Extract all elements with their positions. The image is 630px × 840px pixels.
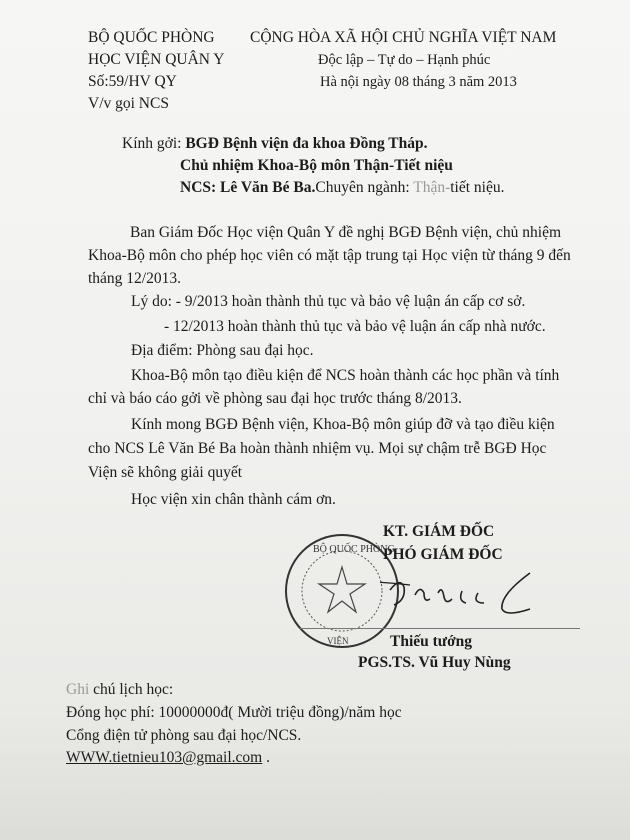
candidate-name: NCS: Lê Văn Bé Ba. [180, 179, 316, 196]
institution-name: HỌC VIỆN QUÂN Y [88, 51, 225, 68]
document-date: Hà nội ngày 08 tháng 3 năm 2013 [320, 74, 517, 90]
reason-2: - 12/2013 hoàn thành thủ tục và bảo vệ luận án cấp nhà nước. [164, 318, 546, 335]
paragraph-2-line: Khoa-Bộ môn tạo điều kiện để NCS hoàn thành các học phần và tính [131, 367, 560, 384]
recipient-prefix: Kính gởi: [122, 135, 186, 152]
paragraph-1-line: Khoa-Bộ môn cho phép học viên có mặt tập trung tại Học viện từ tháng 9 đến [88, 247, 571, 264]
paragraph-3-line: Viện sẽ không giải quyết [88, 464, 243, 481]
paragraph-1-line: Ban Giám Đốc Học viện Quân Y đề nghị BGĐ Bệnh viện, chủ nhiệm [130, 224, 562, 241]
specialty-part: Thận- [413, 179, 451, 196]
email-link[interactable]: WWW.tietnieu103@gmail.com [66, 749, 263, 766]
notes-title-text: chú lịch học: [93, 681, 174, 698]
email-line [66, 748, 270, 768]
signer-rank: Thiếu tướng [390, 633, 473, 650]
recipient-line-1 [122, 134, 428, 154]
notes-title-faint: Ghi [66, 681, 94, 698]
recipient-hospital: BGĐ Bệnh viện đa khoa Đồng Tháp. [185, 135, 428, 152]
paragraph-3-line: cho NCS Lê Văn Bé Ba hoàn thành nhiệm vụ. Mọi sự chậm trễ BGĐ Học [88, 440, 547, 457]
portal-note: Cổng điện tử phòng sau đại học/NCS. [66, 727, 302, 744]
specialty-label: Chuyên ngành: [315, 179, 414, 196]
svg-text:BỘ QUỐC PHÒNG: BỘ QUỐC PHÒNG [313, 544, 395, 555]
ministry-name: BỘ QUỐC PHÒNG [88, 29, 215, 46]
tuition-fee: Đóng học phí: 10000000đ( Mười triệu đồng)/năm học [66, 704, 402, 721]
recipient-line-2: Chủ nhiệm Khoa-Bộ môn Thận-Tiết niệu [180, 157, 453, 174]
email-end: . [262, 749, 270, 766]
paragraph-1-line: tháng 12/2013. [88, 270, 181, 287]
document-subject: V/v gọi NCS [88, 95, 169, 112]
svg-text:VIỆN: VIỆN [327, 636, 349, 646]
notes-title [66, 680, 173, 700]
signature-title-2: PHÓ GIÁM ĐỐC [383, 546, 503, 563]
location: Địa điểm: Phòng sau đại học. [131, 342, 314, 359]
specialty-end: tiết niệu. [450, 179, 505, 196]
signature-divider [300, 628, 580, 629]
recipient-line-3 [180, 178, 505, 198]
motto: Độc lập – Tự do – Hạnh phúc [318, 52, 491, 68]
signer-name: PGS.TS. Vũ Huy Nùng [358, 654, 511, 671]
handwritten-signature-icon [380, 565, 540, 625]
paragraph-3-line: Kính mong BGĐ Bệnh viện, Khoa-Bộ môn giúp đỡ và tạo điều kiện [131, 416, 555, 433]
signature-title-1: KT. GIÁM ĐỐC [383, 523, 495, 540]
country-name: CỘNG HÒA XÃ HỘI CHỦ NGHĨA VIỆT NAM [250, 29, 557, 46]
paragraph-2-line: chỉ và báo cáo gởi về phòng sau đại học trước tháng 8/2013. [88, 390, 462, 407]
thanks-line: Học viện xin chân thành cám ơn. [131, 491, 336, 508]
reason-1: Lý do: - 9/2013 hoàn thành thủ tục và bảo vệ luận án cấp cơ sở. [131, 293, 526, 310]
document-number: Số:59/HV QY [88, 73, 177, 90]
